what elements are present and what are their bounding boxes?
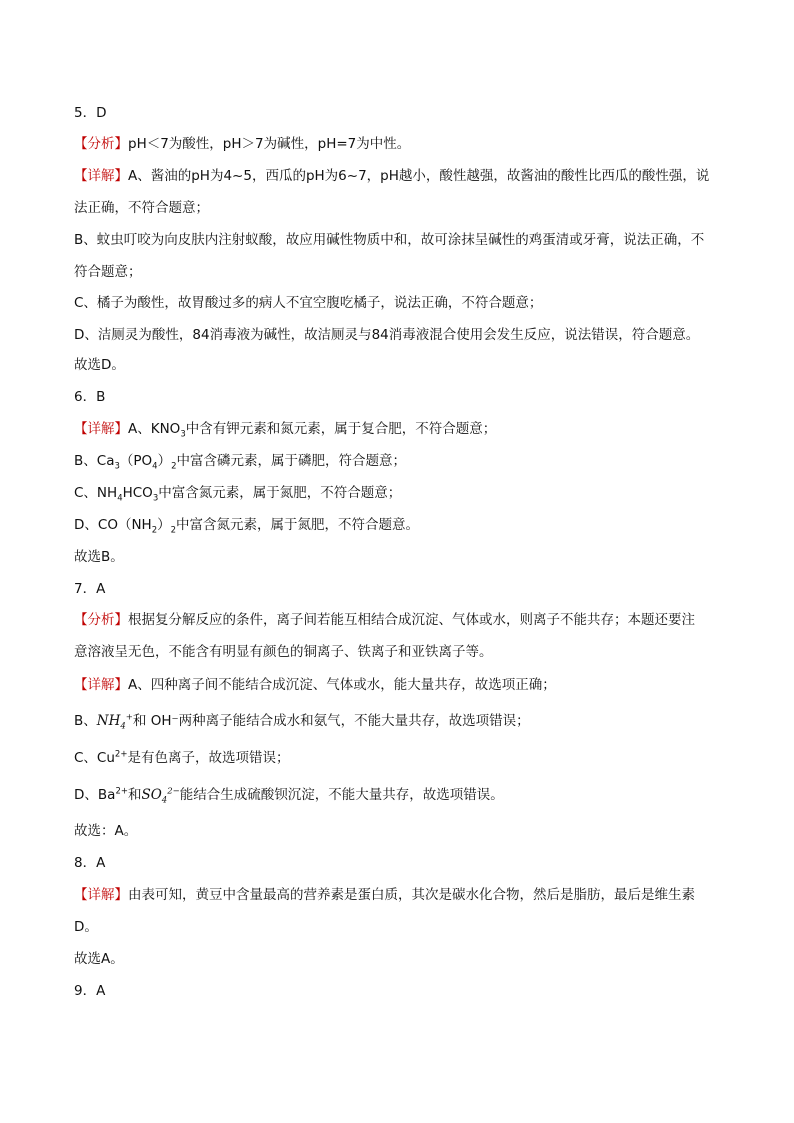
- detail-tag: 【详解】: [74, 677, 128, 693]
- q7-analysis-2: 意溶液呈无色，不能含有明显有颜色的铜离子、铁离子和亚铁离子等。: [74, 644, 493, 660]
- detail-tag: 【详解】: [74, 168, 128, 184]
- q7-answer: 7．A: [74, 581, 106, 597]
- q7-detail-b: B、$NH_4^+$和 OH⁻两种离子能结合成水和氨气，不能大量共存，故选项错误；: [74, 712, 530, 732]
- q5-detail-c: C、橘子为酸性，故胃酸过多的病人不宜空腹吃橘子，说法正确，不符合题意；: [74, 295, 543, 311]
- q5-detail-d: D、洁厕灵为酸性，84消毒液为碱性，故洁厕灵与84消毒液混合使用会发生反应，说法错误，符合题意。: [74, 327, 700, 343]
- q6-detail-b: B、$Ca_3(PO_4)_2$中富含磷元素，属于磷肥，符合题意；: [74, 453, 407, 472]
- q6-answer: 6．B: [74, 389, 106, 405]
- q7-detail-d: D、$Ba^{2+}$和$SO_4^{2-}$能结合生成硫酸钡沉淀，不能大量共存，故选项错误。: [74, 786, 504, 806]
- q6-conclusion: 故选B。: [74, 549, 124, 565]
- q8-detail-1: 【详解】由表可知，黄豆中含量最高的营养素是蛋白质，其次是碳水化合物，然后是脂肪，最后是维生素: [74, 887, 695, 903]
- q5-analysis: 【分析】pH＜7为酸性，pH＞7为碱性，pH=7为中性。: [74, 136, 411, 152]
- q6-detail-d: D、$CO(NH_2)_2$中富含氮元素，属于氮肥，不符合题意。: [74, 517, 420, 536]
- analysis-tag: 【分析】: [74, 612, 128, 628]
- analysis-tag: 【分析】: [74, 136, 128, 152]
- q6-detail-a: 【详解】A、$KNO_3$中含有钾元素和氮元素，属于复合肥，不符合题意；: [74, 421, 497, 440]
- q7-detail-a: 【详解】A、四种离子间不能结合成沉淀、气体或水，能大量共存，故选项正确；: [74, 677, 556, 693]
- q5-detail-b1: B、蚊虫叮咬为向皮肤内注射蚁酸，故应用碱性物质中和，故可涂抹呈碱性的鸡蛋清或牙膏，说法正确，不: [74, 232, 705, 248]
- q7-analysis-1: 【分析】根据复分解反应的条件，离子间若能互相结合成沉淀、气体或水，则离子不能共存；本题还要注: [74, 612, 695, 628]
- q5-answer: 5．D: [74, 105, 107, 121]
- sulfate-ion: $SO_4^{2-}$: [141, 786, 180, 806]
- q5-conclusion: 故选D。: [74, 357, 125, 373]
- q7-detail-c: C、$Cu^{2+}$是有色离子，故选项错误；: [74, 749, 290, 766]
- q7-conclusion: 故选：A。: [74, 823, 138, 839]
- ammonium-ion: $NH_4^+$: [96, 712, 133, 732]
- detail-tag: 【详解】: [74, 887, 128, 903]
- q8-conclusion: 故选A。: [74, 951, 124, 967]
- detail-tag: 【详解】: [74, 421, 128, 437]
- q8-answer: 8．A: [74, 855, 106, 871]
- q8-detail-2: D。: [74, 919, 98, 935]
- q9-answer: 9．A: [74, 983, 106, 999]
- q5-detail-b2: 符合题意；: [74, 264, 142, 280]
- q5-detail-a2: 法正确，不符合题意；: [74, 200, 209, 216]
- q5-detail-a1: 【详解】A、酱油的pH为4~5，西瓜的pH为6~7，pH越小，酸性越强，故酱油的酸性比西瓜的酸性强，说: [74, 168, 710, 184]
- q6-detail-c: C、$NH_4HCO_3$中富含氮元素，属于氮肥，不符合题意；: [74, 485, 402, 504]
